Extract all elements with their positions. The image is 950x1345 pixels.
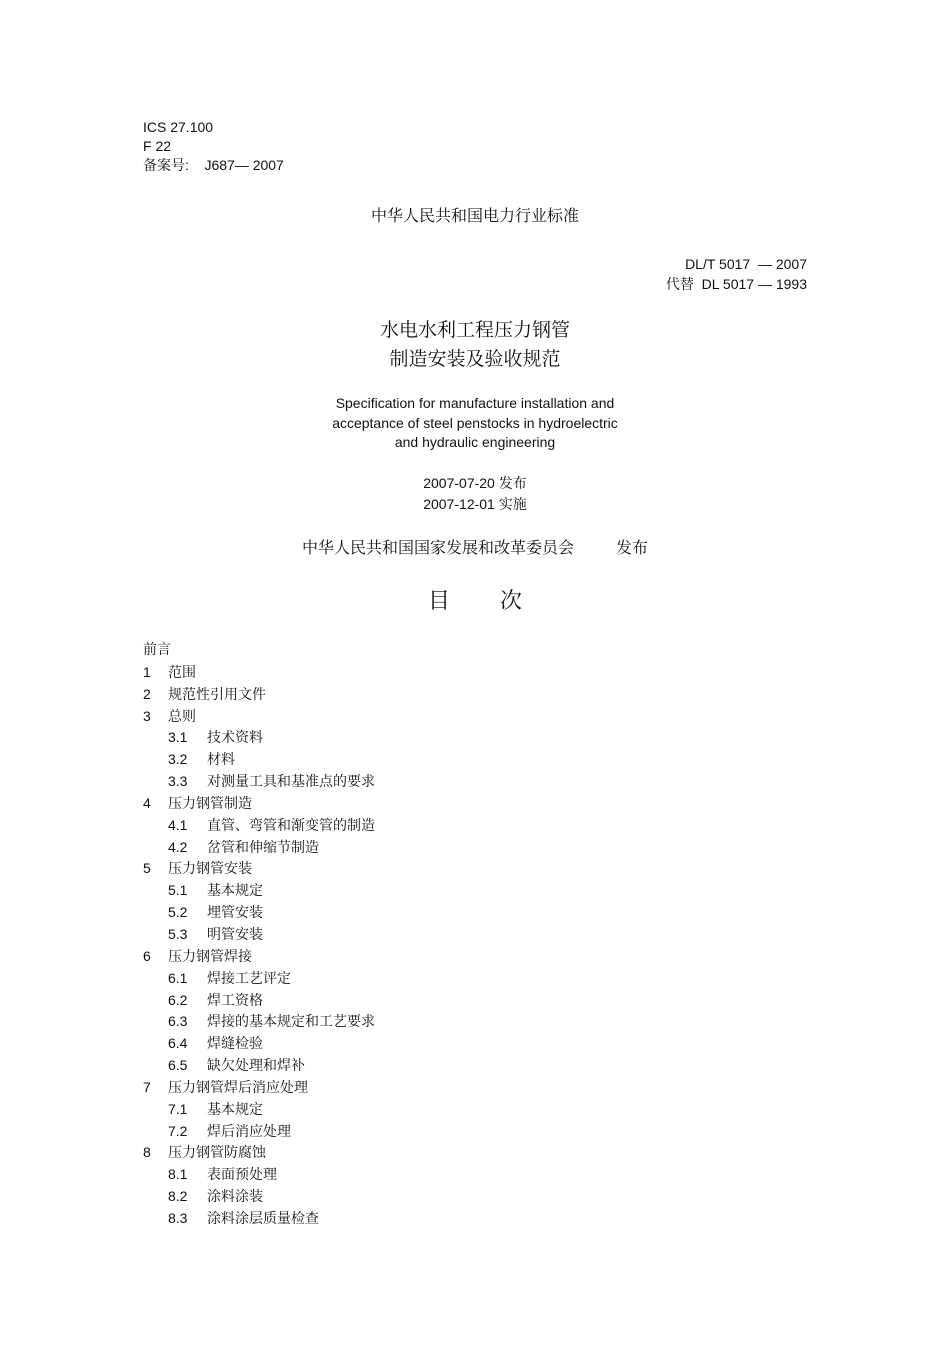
- toc-entry-number: 3.2: [168, 751, 188, 768]
- toc-entry[interactable]: [143, 924, 375, 946]
- toc-entry-label: 涂料涂装: [207, 1189, 263, 1206]
- toc-entry-label: 前言: [143, 642, 171, 658]
- toc-heading-char: 目: [427, 589, 450, 614]
- implement-date: 2007-12-01 实施: [423, 496, 527, 512]
- toc-entry-label: 压力钢管制造: [168, 795, 252, 812]
- toc-entry[interactable]: [143, 727, 375, 749]
- publish-word: 发布: [616, 538, 649, 557]
- toc-entry-number: 4: [143, 794, 151, 811]
- toc-entry[interactable]: [143, 1142, 375, 1164]
- toc-entry-label: 埋管安装: [207, 905, 263, 922]
- toc-entry-number: 4.2: [168, 838, 188, 855]
- toc-entry-label: 表面预处理: [207, 1167, 277, 1184]
- toc-entry-number: 8.2: [168, 1188, 188, 1205]
- toc-entry-number: 5.3: [168, 925, 188, 942]
- toc-entry-label: 焊缝检验: [207, 1036, 263, 1053]
- publisher: 中华人民共和国国家发展和改革委员会: [301, 538, 574, 557]
- toc-entry-label: 技术资料: [207, 730, 263, 747]
- title-en-line: and hydraulic engineering: [394, 434, 556, 450]
- toc-entry[interactable]: [143, 880, 375, 902]
- toc-entry[interactable]: [143, 771, 375, 793]
- toc-entry[interactable]: [143, 902, 375, 924]
- toc-entry[interactable]: [143, 1164, 375, 1186]
- document-title-en: [0, 394, 950, 453]
- title-cn-line: 水电水利工程压力钢管: [379, 319, 570, 341]
- toc-entry[interactable]: [143, 684, 375, 706]
- toc-entry-number: 6: [143, 947, 151, 964]
- toc-entry-label: 焊接的基本规定和工艺要求: [207, 1014, 375, 1031]
- toc-heading-char: 次: [500, 589, 523, 614]
- toc-entry-label: 规范性引用文件: [168, 686, 266, 703]
- release-date: 2007-07-20 发布: [423, 475, 527, 491]
- toc-entry[interactable]: [143, 706, 375, 728]
- toc-entry[interactable]: [143, 990, 375, 1012]
- toc-entry-number: 7.2: [168, 1122, 188, 1139]
- toc-entry[interactable]: [143, 793, 375, 815]
- title-en-line: acceptance of steel penstocks in hydroelectric: [332, 414, 618, 431]
- toc-entry-label: 直管、弯管和渐变管的制造: [207, 817, 375, 834]
- toc-entry[interactable]: [143, 640, 375, 662]
- toc-entry[interactable]: [143, 1099, 375, 1121]
- toc-entry-number: 3.3: [168, 773, 188, 790]
- toc-entry[interactable]: [143, 1121, 375, 1143]
- toc-entry-number: 8: [143, 1144, 151, 1161]
- toc-entry[interactable]: [143, 837, 375, 859]
- standard-number-block: [666, 254, 807, 294]
- toc-entry[interactable]: [143, 1186, 375, 1208]
- toc-entry[interactable]: [143, 858, 375, 880]
- title-en-line: Specification for manufacture installation and: [335, 395, 615, 411]
- ics-code: ICS 27.100: [143, 119, 214, 135]
- toc-list: [143, 640, 375, 1230]
- dates-block: [0, 473, 950, 515]
- toc-entry-label: 焊工资格: [207, 992, 263, 1009]
- toc-entry-label: 明管安装: [207, 926, 263, 943]
- toc-entry[interactable]: [143, 1011, 375, 1033]
- title-cn-line: 制造安装及验收规范: [389, 348, 561, 370]
- toc-heading: [0, 584, 950, 615]
- record-number: 备案号: J687— 2007: [143, 157, 284, 173]
- toc-entry-label: 岔管和伸缩节制造: [207, 839, 319, 856]
- toc-entry-number: 3: [143, 707, 151, 724]
- toc-entry[interactable]: [143, 1208, 375, 1230]
- toc-entry-number: 7: [143, 1078, 151, 1095]
- toc-entry-number: 6.1: [168, 969, 188, 986]
- toc-entry-label: 焊后消应处理: [207, 1123, 291, 1140]
- header-meta: [143, 118, 284, 175]
- toc-entry-number: 6.5: [168, 1057, 188, 1074]
- toc-entry-number: 4.1: [168, 816, 188, 833]
- toc-entry-number: 5: [143, 860, 151, 877]
- toc-entry-number: 6.3: [168, 1013, 188, 1030]
- toc-entry-label: 基本规定: [207, 1101, 263, 1118]
- toc-entry-label: 压力钢管安装: [168, 861, 252, 878]
- toc-entry-label: 范围: [168, 664, 196, 681]
- toc-entry[interactable]: [143, 968, 375, 990]
- toc-entry[interactable]: [143, 1077, 375, 1099]
- toc-entry[interactable]: [143, 749, 375, 771]
- toc-entry-number: 5.1: [168, 882, 188, 899]
- toc-entry-label: 压力钢管焊接: [168, 948, 252, 965]
- toc-entry-number: 3.1: [168, 729, 188, 746]
- toc-entry[interactable]: [143, 662, 375, 684]
- toc-entry-number: 8.3: [168, 1209, 188, 1226]
- document-title-cn: [0, 316, 950, 374]
- toc-entry-label: 对测量工具和基准点的要求: [207, 774, 375, 791]
- toc-entry-number: 6.4: [168, 1035, 188, 1052]
- standard-number: DL/T 5017 — 2007: [685, 256, 807, 272]
- category-code: F 22: [143, 138, 172, 154]
- toc-entry-label: 焊接工艺评定: [207, 970, 291, 987]
- toc-entry-label: 材料: [207, 752, 235, 769]
- toc-entry-number: 1: [143, 663, 151, 680]
- toc-entry[interactable]: [143, 1033, 375, 1055]
- toc-entry-label: 压力钢管防腐蚀: [168, 1145, 266, 1162]
- toc-entry-label: 缺欠处理和焊补: [207, 1058, 305, 1075]
- toc-entry[interactable]: [143, 1055, 375, 1077]
- toc-entry[interactable]: [143, 815, 375, 837]
- toc-entry-number: 8.1: [168, 1166, 188, 1183]
- toc-entry-label: 总则: [168, 708, 196, 725]
- toc-entry-label: 压力钢管焊后消应处理: [168, 1079, 308, 1096]
- toc-entry-number: 6.2: [168, 991, 188, 1008]
- toc-entry-number: 2: [143, 685, 151, 702]
- toc-entry-label: 基本规定: [207, 883, 263, 900]
- replaces-standard: 代替 DL 5017 — 1993: [665, 276, 807, 292]
- toc-entry-number: 5.2: [168, 904, 188, 921]
- industry-standard: 中华人民共和国电力行业标准: [370, 206, 579, 225]
- toc-entry[interactable]: [143, 946, 375, 968]
- toc-entry-label: 涂料涂层质量检查: [207, 1210, 319, 1227]
- publisher-line: [0, 535, 950, 558]
- toc-entry-number: 7.1: [168, 1100, 188, 1117]
